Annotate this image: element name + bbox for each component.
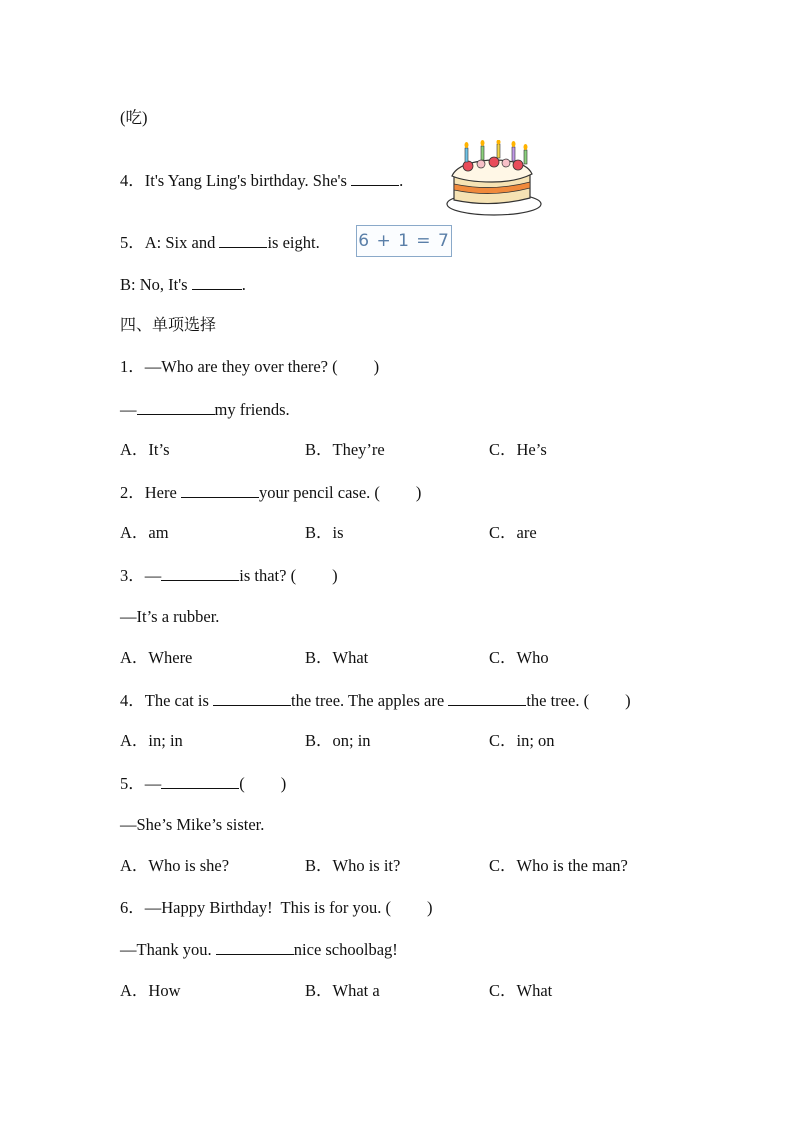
question-1-option-c[interactable]: C．He’s — [489, 440, 547, 459]
question-1-option-a[interactable]: A．It’s — [120, 440, 170, 459]
question-3-option-b[interactable]: B．What — [305, 648, 369, 667]
hint-text: (吃) — [120, 108, 148, 127]
fill-question-5b: B: No, It's . — [120, 275, 246, 294]
question-6-stem: 6．—Happy Birthday! This is for you. ( ) — [120, 898, 433, 917]
question-4-option-a[interactable]: A．in; in — [120, 731, 183, 750]
question-5-line2: —She’s Mike’s sister. — [120, 815, 265, 834]
question-1-stem: 1．—Who are they over there? ( ) — [120, 357, 380, 376]
question-2-stem: 2．Here your pencil case. ( ) — [120, 483, 422, 502]
question-3-stem: 3．— is that? ( ) — [120, 566, 338, 585]
question-3-option-c[interactable]: C．Who — [489, 648, 549, 667]
question-6-line2: —Thank you. nice schoolbag! — [120, 940, 398, 959]
answer-blank[interactable] — [219, 232, 267, 248]
question-5-option-b[interactable]: B．Who is it? — [305, 856, 401, 875]
question-4-option-c[interactable]: C．in; on — [489, 731, 555, 750]
section-title: 四、单项选择 — [120, 315, 217, 334]
question-3-option-a[interactable]: A．Where — [120, 648, 193, 667]
question-1-line2: — my friends. — [120, 400, 290, 419]
answer-blank[interactable] — [181, 482, 259, 498]
question-5-option-c[interactable]: C．Who is the man? — [489, 856, 628, 875]
answer-blank[interactable] — [137, 399, 215, 415]
question-1-option-b[interactable]: B．They’re — [305, 440, 385, 459]
question-2-option-b[interactable]: B．is — [305, 523, 344, 542]
answer-blank[interactable] — [161, 773, 239, 789]
fill-question-5a: 5．A: Six and is eight. — [120, 233, 320, 252]
birthday-cake-icon — [444, 140, 544, 218]
question-6-option-a[interactable]: A．How — [120, 981, 181, 1000]
answer-blank[interactable] — [213, 690, 291, 706]
answer-blank[interactable] — [448, 690, 526, 706]
question-5-option-a[interactable]: A．Who is she? — [120, 856, 230, 875]
question-4-option-b[interactable]: B．on; in — [305, 731, 371, 750]
answer-blank[interactable] — [161, 565, 239, 581]
question-3-line2: —It’s a rubber. — [120, 607, 220, 626]
question-5-stem: 5．— ( ) — [120, 774, 287, 793]
math-equation-image: 6 + 1 = 7 — [356, 225, 452, 257]
fill-question-4: 4．It's Yang Ling's birthday. She's . — [120, 171, 404, 190]
answer-blank[interactable] — [192, 274, 242, 290]
answer-blank[interactable] — [351, 170, 399, 186]
question-2-option-c[interactable]: C．are — [489, 523, 537, 542]
question-6-option-b[interactable]: B．What a — [305, 981, 380, 1000]
answer-blank[interactable] — [216, 939, 294, 955]
question-6-option-c[interactable]: C．What — [489, 981, 553, 1000]
question-2-option-a[interactable]: A．am — [120, 523, 169, 542]
question-4-stem: 4．The cat is the tree. The apples are the tree. ( ) — [120, 691, 631, 710]
